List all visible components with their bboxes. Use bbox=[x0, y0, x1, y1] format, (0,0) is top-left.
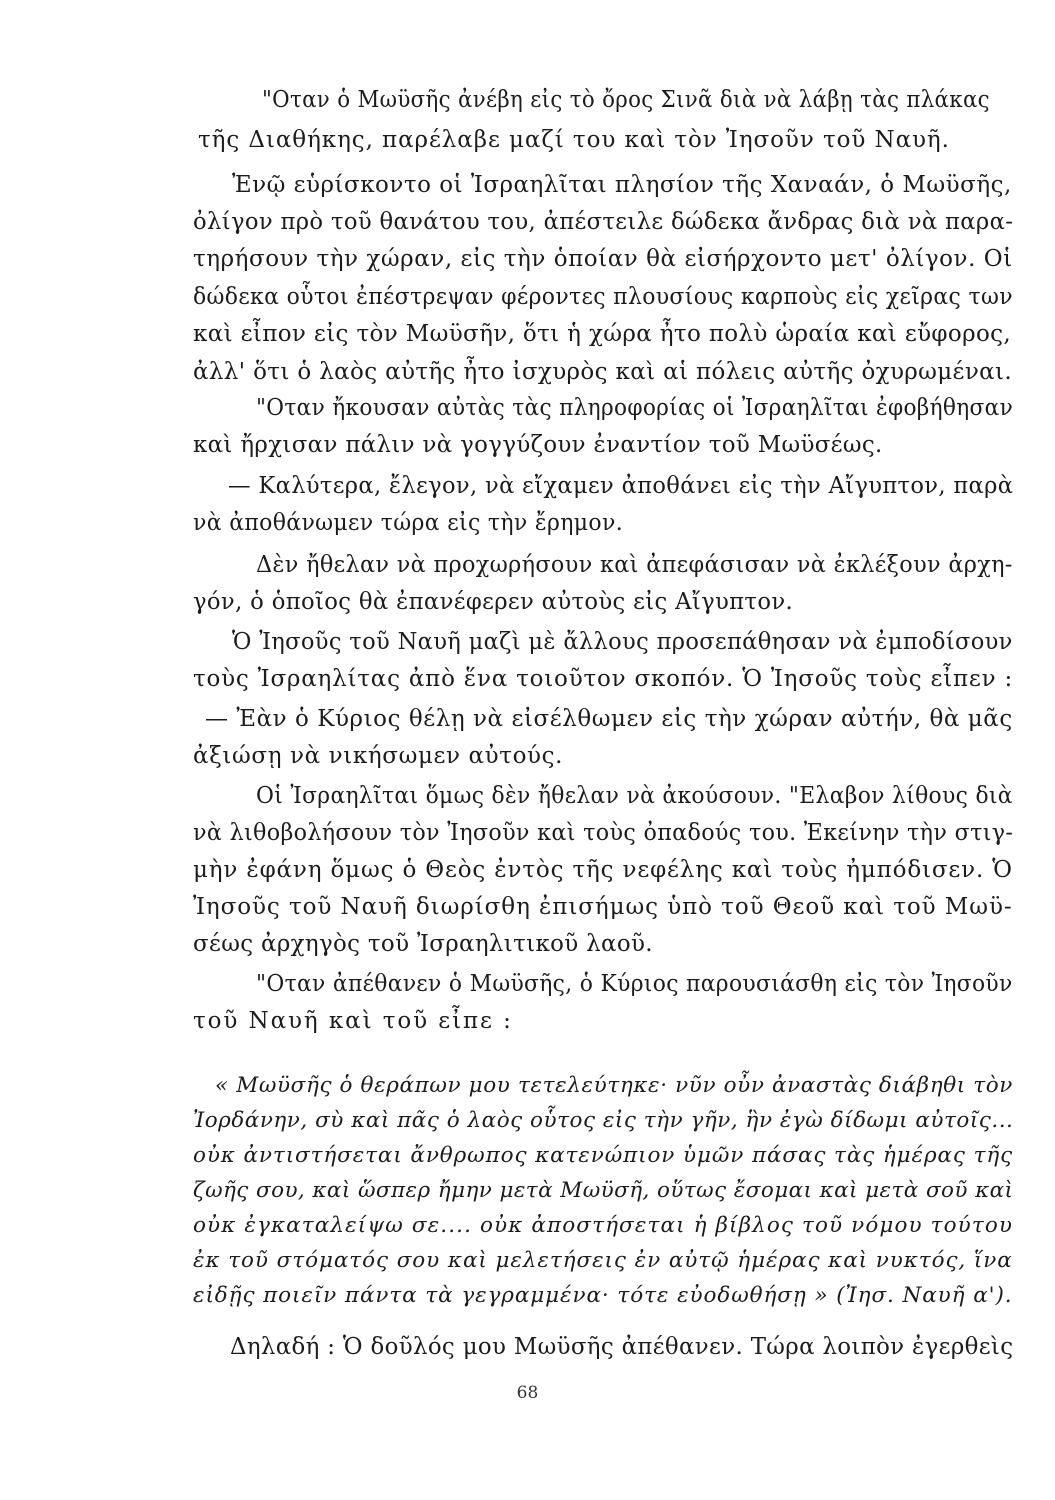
text-line: "Οταν ἀπέθανεν ὁ Μωϋσῆς, ὁ Κύριος παρουσιάσθη εἰς τὸν Ἰησοῦν bbox=[256, 971, 1013, 997]
text-line: ὀλίγον πρὸ τοῦ θανάτου του, ἀπέστειλε δώδεκα ἄνδρας διὰ νὰ παρα- bbox=[193, 209, 1014, 235]
text-line: Δὲν ἤθελαν νὰ προχωρήσουν καὶ ἀπεφάσισαν νὰ ἐκλέξουν ἀρχη- bbox=[256, 552, 1013, 578]
text-line: τῆς Διαθήκης, παρέλαβε μαζί του καὶ τὸν Ἰησοῦν τοῦ Ναυῆ. bbox=[198, 127, 950, 153]
text-line: νὰ ἀποθάνωμεν τώρα εἰς τὴν ἔρημον. bbox=[193, 510, 624, 536]
quote-line: εἰδῇς ποιεῖν πάντα τὰ γεγραμμένα· τότε εὐοδωθήσῃ » (Ἰησ. Ναυῆ α'). bbox=[193, 1283, 1013, 1308]
text-line: Δηλαδή : Ὁ δοῦλός μου Μωϋσῆς ἀπέθανεν. Τώρα λοιπὸν ἐγερθεὶς bbox=[230, 1334, 1014, 1360]
text-line: δώδεκα οὗτοι ἐπέστρεψαν φέροντες πλουσίους καρποὺς εἰς χεῖρας των bbox=[193, 284, 1013, 310]
text-line: καὶ εἶπον εἰς τὸν Μωϋσῆν, ὅτι ἡ χώρα ἦτο πολὺ ὡραία καὶ εὔφορος, bbox=[193, 321, 1012, 347]
quote-line: ζωῆς σου, καὶ ὥσπερ ἤμην μετὰ Μωϋσῆ, οὕτως ἔσομαι καὶ μετὰ σοῦ καὶ bbox=[193, 1178, 1014, 1203]
text-line: τηρήσουν τὴν χώραν, εἰς τὴν ὁποίαν θὰ εἰσήρχοντο μετ' ὀλίγον. Οἱ bbox=[193, 246, 1013, 272]
text-line: γόν, ὁ ὁποῖος θὰ ἐπανέφερεν αὐτοὺς εἰς Αἴγυπτον. bbox=[193, 589, 794, 615]
text-line: ἀλλ' ὅτι ὁ λαὸς αὐτῆς ἦτο ἰσχυρὸς καὶ αἱ πόλεις αὐτῆς ὀχυρωμέναι. bbox=[193, 359, 1013, 385]
text-line: μὴν ἐφάνη ὅμως ὁ Θεὸς ἐντὸς τῆς νεφέλης καὶ τοὺς ἠμπόδισεν. Ὁ bbox=[193, 857, 1013, 883]
text-line: Ἐνῷ εὑρίσκοντο οἱ Ἰσραηλῖται πλησίον τῆς Χαναάν, ὁ Μωϋσῆς, bbox=[232, 172, 1012, 198]
text-line: Οἱ Ἰσραηλῖται ὅμως δὲν ἤθελαν νὰ ἀκούσουν. "Ελαβον λίθους διὰ bbox=[256, 783, 1013, 809]
text-line: — Καλύτερα, ἔλεγον, νὰ εἴχαμεν ἀποθάνει εἰς τὴν Αἴγυπτον, παρὰ bbox=[228, 473, 1014, 499]
text-line: νὰ λιθοβολήσουν τὸν Ἰησοῦν καὶ τοὺς ὀπαδούς του. Ἐκείνην τὴν στιγ- bbox=[193, 820, 1014, 846]
text-line: ἀξιώσῃ νὰ νικήσωμεν αὐτούς. bbox=[193, 743, 564, 769]
quote-line: οὐκ ἀντιστήσεται ἄνθρωπος κατενώπιον ὑμῶν πάσας τὰς ἡμέρας τῆς bbox=[193, 1143, 1014, 1168]
quote-line: ἐκ τοῦ στόματός σου καὶ μελετήσεις ἐν αὐτῷ ἡμέρας καὶ νυκτός, ἵνα bbox=[193, 1248, 1013, 1273]
text-line: — Ἐὰν ὁ Κύριος θέλῃ νὰ εἰσέλθωμεν εἰς τὴν χώραν αὐτήν, θὰ μᾶς bbox=[205, 706, 1013, 732]
text-line: "Οταν ἤκουσαν αὐτὰς τὰς πληροφορίας οἱ Ἰσραηλῖται ἐφοβήθησαν bbox=[256, 395, 1014, 421]
text-line: καὶ ἤρχισαν πάλιν νὰ γογγύζουν ἐναντίον τοῦ Μωϋσέως. bbox=[193, 432, 883, 458]
text-line: Ἰησοῦς τοῦ Ναυῆ διωρίσθη ἐπισήμως ὑπὸ τοῦ Θεοῦ καὶ τοῦ Μωϋ- bbox=[193, 894, 1013, 920]
quote-line: οὐκ ἐγκαταλείψω σε.... οὐκ ἀποστήσεται ἡ βίβλος τοῦ νόμου τούτου bbox=[193, 1213, 1014, 1238]
page-number: 68 bbox=[516, 1383, 539, 1403]
text-line: Ὁ Ἰησοῦς τοῦ Ναυῆ μαζὶ μὲ ἄλλους προσεπάθησαν νὰ ἐμποδίσουν bbox=[232, 629, 1013, 655]
text-line: τοὺς Ἰσραηλίτας ἀπὸ ἕνα τοιοῦτον σκοπόν. Ὁ Ἰησοῦς τοὺς εἶπεν : bbox=[193, 666, 1014, 692]
text-line: τοῦ Ναυῆ καὶ τοῦ εἶπε : bbox=[193, 1008, 513, 1034]
text-line: "Οταν ὁ Μωϋσῆς ἀνέβη εἰς τὸ ὄρος Σινᾶ διὰ νὰ λάβῃ τὰς πλάκας bbox=[262, 87, 990, 113]
quote-line: « Μωϋσῆς ὁ θεράπων μου τετελεύτηκε· νῦν οὖν ἀναστὰς διάβηθι τὸν bbox=[215, 1073, 1013, 1098]
quote-line: Ἰορδάνην, σὺ καὶ πᾶς ὁ λαὸς οὗτος εἰς τὴν γῆν, ἣν ἐγὼ δίδωμι αὐτοῖς... bbox=[193, 1108, 1014, 1133]
text-line: σέως ἀρχηγὸς τοῦ Ἰσραηλιτικοῦ λαοῦ. bbox=[193, 931, 653, 957]
